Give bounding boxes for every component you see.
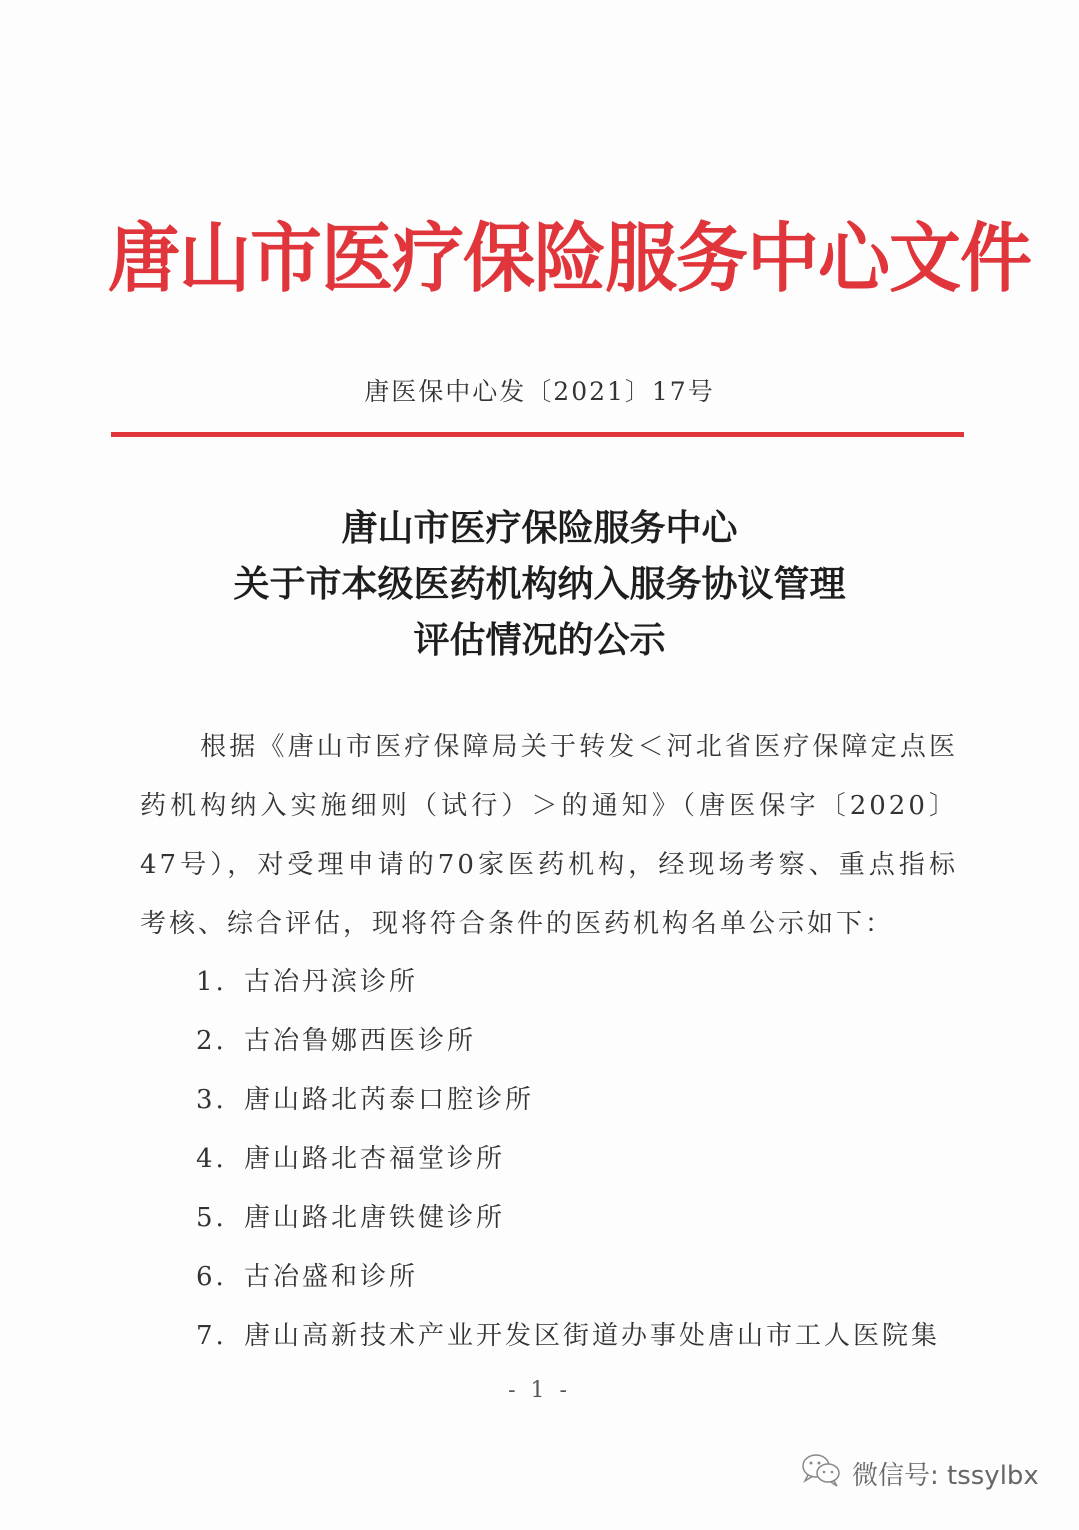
wechat-icon [800,1452,852,1495]
list-item [196,1189,966,1248]
red-divider [111,432,964,437]
notice-title [0,500,1079,668]
body-paragraph-text: 根据《唐山市医疗保障局关于转发＜河北省医疗保障定点医药机构纳入实施细则（试行）＞的通知》（唐医保字〔2020〕47号），对受理申请的70家医药机构，经现场考察、重点指标考核、综合评估，现将符合条件的医药机构名单公示如下： [140,732,958,939]
wechat-watermark [800,1452,1039,1495]
list-item [196,1307,966,1366]
body-paragraph [140,718,958,954]
notice-title-line-2: 关于市本级医药机构纳入服务协议管理 [233,563,846,605]
list-item-name: 古冶丹滨诊所 [244,967,419,997]
list-item-name: 唐山路北芮泰口腔诊所 [244,1085,535,1115]
notice-title-line-1: 唐山市医疗保险服务中心 [341,507,738,549]
list-item-name: 唐山路北杏福堂诊所 [244,1144,506,1174]
list-item-name: 唐山路北唐铁健诊所 [244,1203,506,1233]
document-number: 唐医保中心发〔2021〕17号 [364,377,715,406]
list-item-name: 唐山高新技术产业开发区街道办事处唐山市工人医院集 [244,1321,941,1351]
institution-list [196,953,966,1366]
list-item [196,1248,966,1307]
list-item-name: 古冶鲁娜西医诊所 [244,1026,477,1056]
list-item-number: 2. [196,1026,227,1056]
list-item [196,1012,966,1071]
agency-title: 唐山市医疗保险服务中心文件 [108,212,1032,303]
list-item-number: 7. [196,1321,227,1351]
watermark-text: 微信号: tssylbx [852,1461,1039,1491]
list-item-number: 5. [196,1203,227,1233]
list-item [196,1071,966,1130]
list-item-number: 3. [196,1085,227,1115]
notice-title-line-3: 评估情况的公示 [413,619,666,661]
list-item-number: 1. [196,967,227,997]
page-number: - 1 - [508,1378,571,1403]
list-item-number: 4. [196,1144,227,1174]
list-item-name: 古冶盛和诊所 [244,1262,419,1292]
list-item-number: 6. [196,1262,227,1292]
list-item [196,953,966,1012]
list-item [196,1130,966,1189]
